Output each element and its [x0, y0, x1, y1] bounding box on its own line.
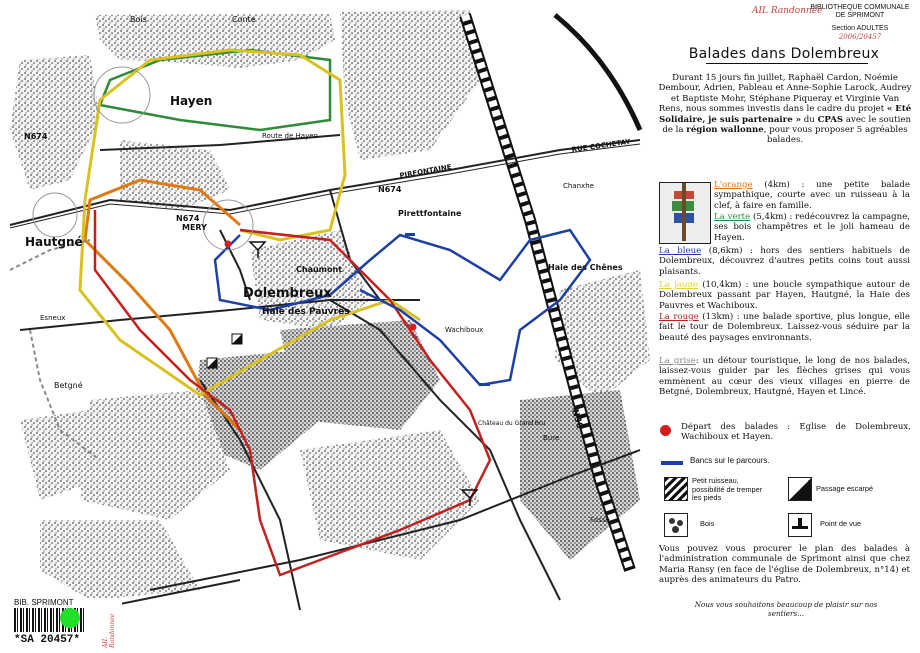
label-conte: Conte — [232, 15, 256, 24]
label-esneux: Esneux — [40, 314, 66, 322]
intro-region: région wallonne — [686, 125, 764, 136]
label-chaumont: Chaumont — [296, 265, 343, 274]
library-barcode-stamp — [10, 598, 122, 648]
footer-handwritten: Nous vous souhaitons beaucoup de plaisir sur nos sentiers... — [694, 600, 878, 618]
bench-marker — [480, 383, 490, 386]
legend-vue: Point de vue — [820, 519, 862, 528]
label-rue-cochetay: RUE COCHETAY — [571, 137, 631, 154]
woods-icon — [664, 513, 688, 537]
intro-text-2: du — [803, 114, 815, 125]
escarpment-legend-icon — [788, 477, 812, 501]
label-n674a: N674 — [24, 132, 48, 141]
label-pirettfontaine: Pirettfontaine — [398, 209, 462, 218]
library-line1: BIBLIOTHEQUE COMMUNALE — [810, 4, 910, 11]
label-wachiboux: Wachiboux — [445, 326, 484, 334]
stamp-library-name: BIB. SPRIMONT — [14, 598, 74, 607]
viewpoint-legend-icon — [788, 513, 812, 537]
label-betgne: Betgné — [54, 381, 83, 390]
stream-icon — [664, 477, 688, 501]
start-point-dolembreux — [225, 241, 232, 248]
label-route: Route de Hayen — [262, 132, 318, 140]
legend-bancs: Bancs sur le parcours. — [690, 456, 770, 465]
intro-text-1: Durant 15 jours fin juillet, Raphaël Cardon, Noémie Dembour, Adrien, Pableau et Anne-Sophie Larock, Audrey et Baptiste Mohr, Stéphane Piqueray et Virginie Van Rens, nous sommes investis dans le cadre du projet — [658, 73, 912, 115]
label-n674b: N674 — [176, 214, 200, 223]
page-title: Balades dans Dolembreux — [666, 46, 902, 62]
section-label: Section ADULTES — [831, 25, 889, 32]
label-chanxhe: Chanxhe — [563, 182, 594, 190]
route-photo — [659, 182, 711, 244]
legend-passage: Passage escarpé — [816, 484, 874, 493]
label-pirfontaine: PIRFONTAINE — [398, 162, 453, 180]
label-dolembreux: Dolembreux — [243, 286, 332, 301]
route-grey-desc: La grise: un détour touristique, le long de nos balades, laissez-vous guider par les flèches grises qui vous emmènent au cœur des vieux villages en pierre de Betgné, Dolembreux, Hautgné, Hayen et Lincé. — [659, 356, 910, 398]
start-point-icon — [660, 425, 671, 436]
footer-text: Vous pouvez vous procurer le plan des balades à l'administration communale de Sprimont ainsi que chez Maria Ransy (en face de l'église de Dolembreux, n°14) et auprès des animateurs du Patro. — [659, 544, 910, 586]
legend-bois: Bois — [700, 519, 715, 528]
library-header — [804, 4, 916, 41]
route-red-desc: La rouge (13km) : une balade sportive, plus longue, elle fait le tour de Dolembreux. Laissez-vous séduire par la beauté des paysages environnants. — [659, 312, 911, 343]
handwritten-note: AIL Randonnée — [752, 6, 823, 16]
label-hayen: Hayen — [170, 94, 213, 108]
barcode-code: *SA 20457* — [14, 634, 81, 646]
legend-depart: Départ des balades : Eglise de Dolembreux, Wachiboux et Hayen. — [681, 422, 911, 443]
route-blue-desc: La bleue (8,6km) : hors des sentiers habituels de Dolembreux, découvrez d'autres petits coins tout aussi plaisants. — [659, 246, 911, 277]
legend-ruisseau: Petit ruisseau, possibilité de tremper les pieds — [692, 476, 763, 503]
start-point-wachiboux — [410, 324, 417, 331]
label-haie-pauvres: Haie des Pauvres — [262, 307, 350, 317]
reference-number: 2006/20457 — [838, 33, 882, 41]
label-n30: N30 — [569, 408, 585, 431]
intro-project: « Eté Solidaire, je suis partenaire » — [659, 104, 912, 125]
intro-text-3: avec le soutien de la — [662, 114, 911, 136]
label-haie-chenes: Haie des Chênes — [548, 263, 623, 272]
route-green-desc: La verte (5,4km) : redécouvrez la campagne, ses bois champêtres et le joli hameau de Hayen. — [714, 212, 911, 243]
intro-paragraph — [658, 73, 912, 146]
label-n674c: N674 — [378, 185, 402, 194]
label-hautgne: Hautgné — [25, 235, 83, 249]
bench-icon — [661, 461, 683, 465]
route-orange-desc: L'orange (4km) : une petite balade sympathique, courte avec un ruisseau à la clef, à faire en famille. — [714, 180, 911, 211]
label-bure: Bure — [543, 434, 560, 442]
intro-text-4: , pour vous proposer 5 agréables balades. — [763, 125, 908, 146]
bench-marker — [405, 233, 415, 236]
intro-cpas: CPAS — [817, 114, 844, 125]
route-yellow-desc: La jaune (10,4km) : une boucle sympathique autour de Dolembreux passant par Hayen, Hautgné, la Haie des Pauvres et Wachiboux. — [659, 280, 910, 311]
green-dot — [60, 608, 80, 628]
label-fosse: Fosse — [590, 516, 610, 524]
label-mery: MERY — [182, 223, 207, 232]
label-bru: Château du Grand Bru — [478, 420, 546, 427]
stamp-hand-note: AIL Randonnée — [102, 613, 116, 648]
label-bois: Bois — [130, 15, 147, 24]
library-line2: DE SPRIMONT — [835, 12, 885, 19]
